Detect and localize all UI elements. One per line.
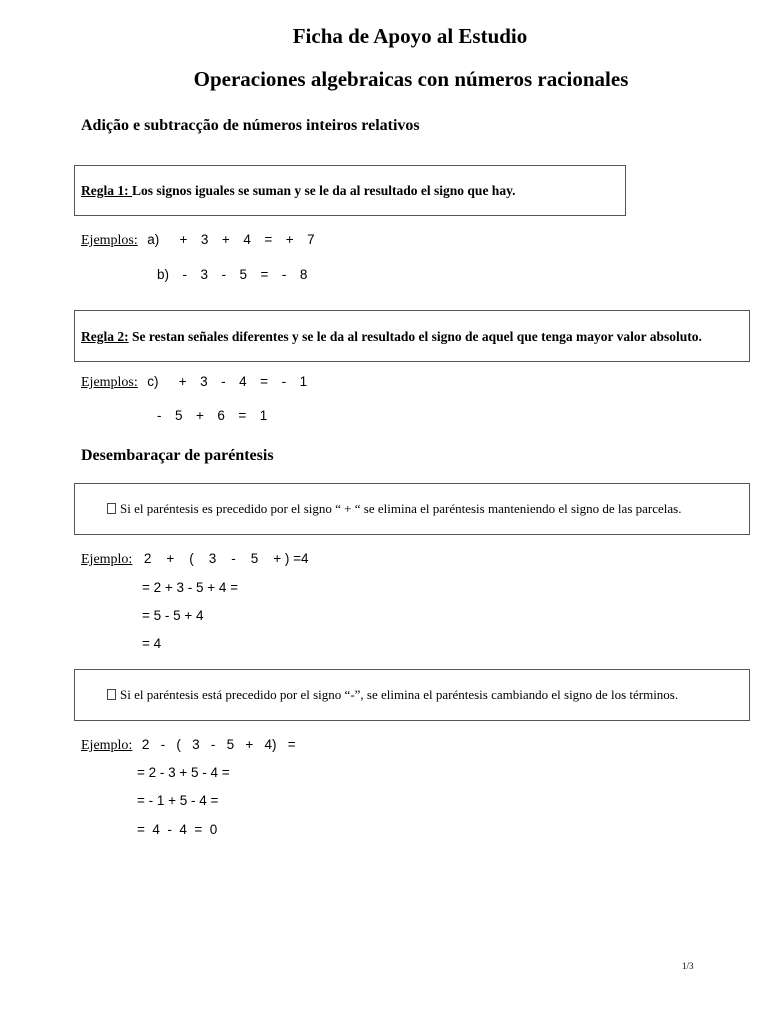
bullet-glyph-icon (107, 689, 116, 700)
example-d: - 5 + 6 = 1 (157, 408, 268, 423)
example1-row-0 (81, 551, 309, 568)
example1-line2: = 5 - 5 + 4 (142, 608, 204, 623)
section-heading-parentheses: Desembaraçar de paréntesis (81, 447, 274, 464)
examples2-label: Ejemplos: (81, 375, 138, 390)
example1-line1: = 2 + 3 - 5 + 4 = (142, 580, 239, 595)
example2-line1: = 2 - 3 + 5 - 4 = (137, 765, 230, 780)
example1-line3: = 4 (142, 636, 162, 651)
document-subtitle: Operaciones algebraicas con números racionales (193, 67, 629, 91)
examples2-row-c (81, 374, 307, 391)
examples1-label: Ejemplos: (81, 233, 138, 248)
document-title: Ficha de Apoyo al Estudio (292, 24, 528, 48)
bullet-glyph-icon (107, 503, 116, 514)
rule1-box (74, 165, 626, 216)
rule2-label: Regla 2: (81, 329, 129, 344)
section-heading-addition: Adição e subtracção de números inteiros relativos (81, 117, 420, 134)
example-b: b) - 3 - 5 = - 8 (157, 267, 308, 282)
bullet1-body: Si el paréntesis es precedido por el signo “ + “ se elimina el paréntesis manteniendo el signo de las parcelas. (120, 501, 682, 516)
example1-label: Ejemplo: (81, 552, 133, 567)
rule2-text (81, 329, 702, 345)
bullet2-box (74, 669, 750, 721)
example2-line3: = 4 - 4 = 0 (137, 822, 218, 837)
bullet1-text (107, 501, 681, 517)
bullet1-box (74, 483, 750, 535)
rule2-body: Se restan señales diferentes y se le da al resultado el signo de aquel que tenga mayor valor absoluto. (128, 329, 702, 344)
rule1-label: Regla 1: (81, 183, 132, 198)
examples1-row-a (81, 232, 315, 249)
example-c: c) + 3 - 4 = - 1 (147, 374, 308, 389)
example2-line2: = - 1 + 5 - 4 = (137, 793, 219, 808)
example2-label: Ejemplo: (81, 738, 133, 753)
bullet2-text (107, 687, 678, 703)
example1-line0: 2 + ( 3 - 5 + ) =4 (143, 551, 309, 566)
example-a: a) + 3 + 4 = + 7 (147, 232, 315, 247)
rule2-box (74, 310, 750, 362)
example2-row-0 (81, 737, 296, 754)
rule1-text (81, 183, 515, 199)
example2-line0: 2 - ( 3 - 5 + 4) = (141, 737, 296, 752)
rule1-body: Los signos iguales se suman y se le da al resultado el signo que hay. (132, 183, 516, 198)
bullet2-body: Si el paréntesis está precedido por el signo “-”, se elimina el paréntesis cambiando el signo de los términos. (120, 687, 679, 702)
page-number: 1/3 (682, 961, 694, 971)
